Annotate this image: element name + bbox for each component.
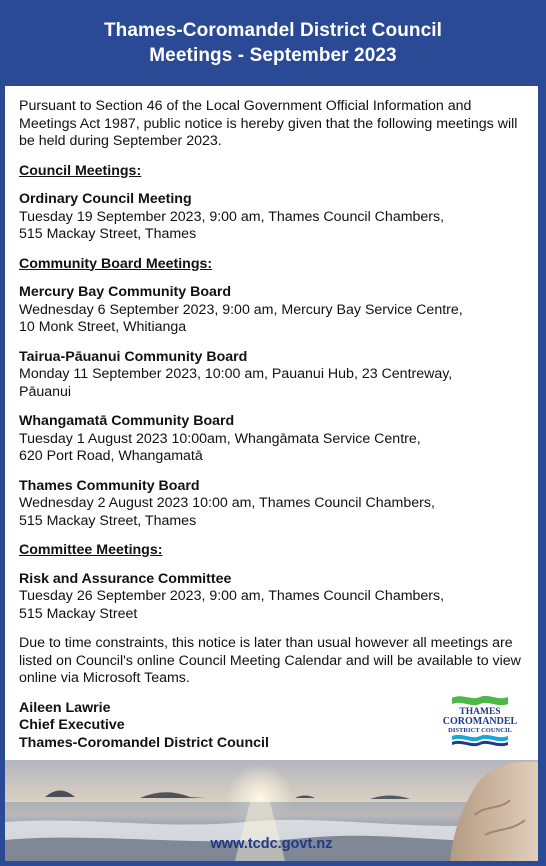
council-logo: [438, 692, 522, 748]
meeting-name: Ordinary Council Meeting: [19, 191, 192, 207]
meeting-name: Thames Community Board: [19, 477, 200, 494]
meeting-name: Risk and Assurance Committee: [19, 570, 232, 587]
signatory-name: Aileen Lawrie: [19, 699, 111, 716]
meeting-mercury-bay: [19, 284, 528, 337]
meeting-address: 515 Mackay Street, Thames: [19, 512, 197, 529]
meeting-address: 620 Port Road, Whangamatā: [19, 448, 203, 464]
logo-line-2: COROMANDEL: [442, 716, 518, 727]
meeting-details: Tuesday 19 September 2023, 9:00 am, Thames Council Chambers,: [19, 208, 445, 225]
title-line-1: Thames-Coromandel District Council: [103, 20, 443, 41]
meeting-ordinary-council: [19, 191, 528, 244]
meeting-whangamata: [19, 413, 528, 466]
signatory-org: Thames-Coromandel District Council: [19, 734, 269, 751]
committee-meetings-heading: Committee Meetings:: [19, 542, 163, 558]
meeting-details: Monday 11 September 2023, 10:00 am, Pauanui Hub, 23 Centreway,: [19, 366, 453, 382]
meeting-details: Tuesday 26 September 2023, 9:00 am, Thames Council Chambers,: [19, 588, 445, 604]
meeting-address: Pāuanui: [19, 383, 72, 400]
notice-paragraph: Due to time constraints, this notice is later than usual however all meetings are listed on Council's online Council Meeting Calendar and will be available to view online via Microsoft Teams.: [19, 635, 521, 686]
meeting-thames: [19, 478, 528, 531]
community-board-heading: Community Board Meetings:: [19, 255, 213, 272]
logo-line-1: THAMES: [459, 707, 501, 717]
intro-paragraph: Pursuant to Section 46 of the Local Government Official Information and Meetings Act 1987, public notice is hereby given that the following meetings will be held during September 2023.: [19, 98, 518, 149]
footer-banner: [5, 760, 538, 861]
meeting-address: 10 Monk Street, Whitianga: [19, 319, 187, 335]
meeting-address: 515 Mackay Street: [19, 605, 138, 622]
meeting-name: Mercury Bay Community Board: [19, 284, 232, 300]
notice-panel: [5, 86, 538, 760]
meeting-name: Whangamatā Community Board: [19, 413, 235, 429]
meeting-details: Wednesday 2 August 2023 10:00 am, Thames Council Chambers,: [19, 495, 435, 511]
meeting-tairua-pauanui: [19, 349, 528, 402]
meeting-details: Tuesday 1 August 2023 10:00am, Whangāmata Service Centre,: [19, 430, 421, 447]
meeting-name: Tairua-Pāuanui Community Board: [19, 348, 248, 365]
council-meetings-heading: Council Meetings:: [19, 162, 142, 179]
logo-line-3: DISTRICT COUNCIL: [448, 727, 512, 734]
meeting-address: 515 Mackay Street, Thames: [19, 226, 197, 242]
title-line-2: Meetings - September 2023: [149, 45, 397, 66]
meeting-details: Wednesday 6 September 2023, 9:00 am, Mercury Bay Service Centre,: [19, 301, 463, 318]
header: [0, 0, 546, 86]
meeting-risk-assurance: [19, 571, 528, 624]
website-link[interactable]: www.tcdc.govt.nz: [210, 836, 333, 852]
signatory-title: Chief Executive: [19, 717, 125, 733]
